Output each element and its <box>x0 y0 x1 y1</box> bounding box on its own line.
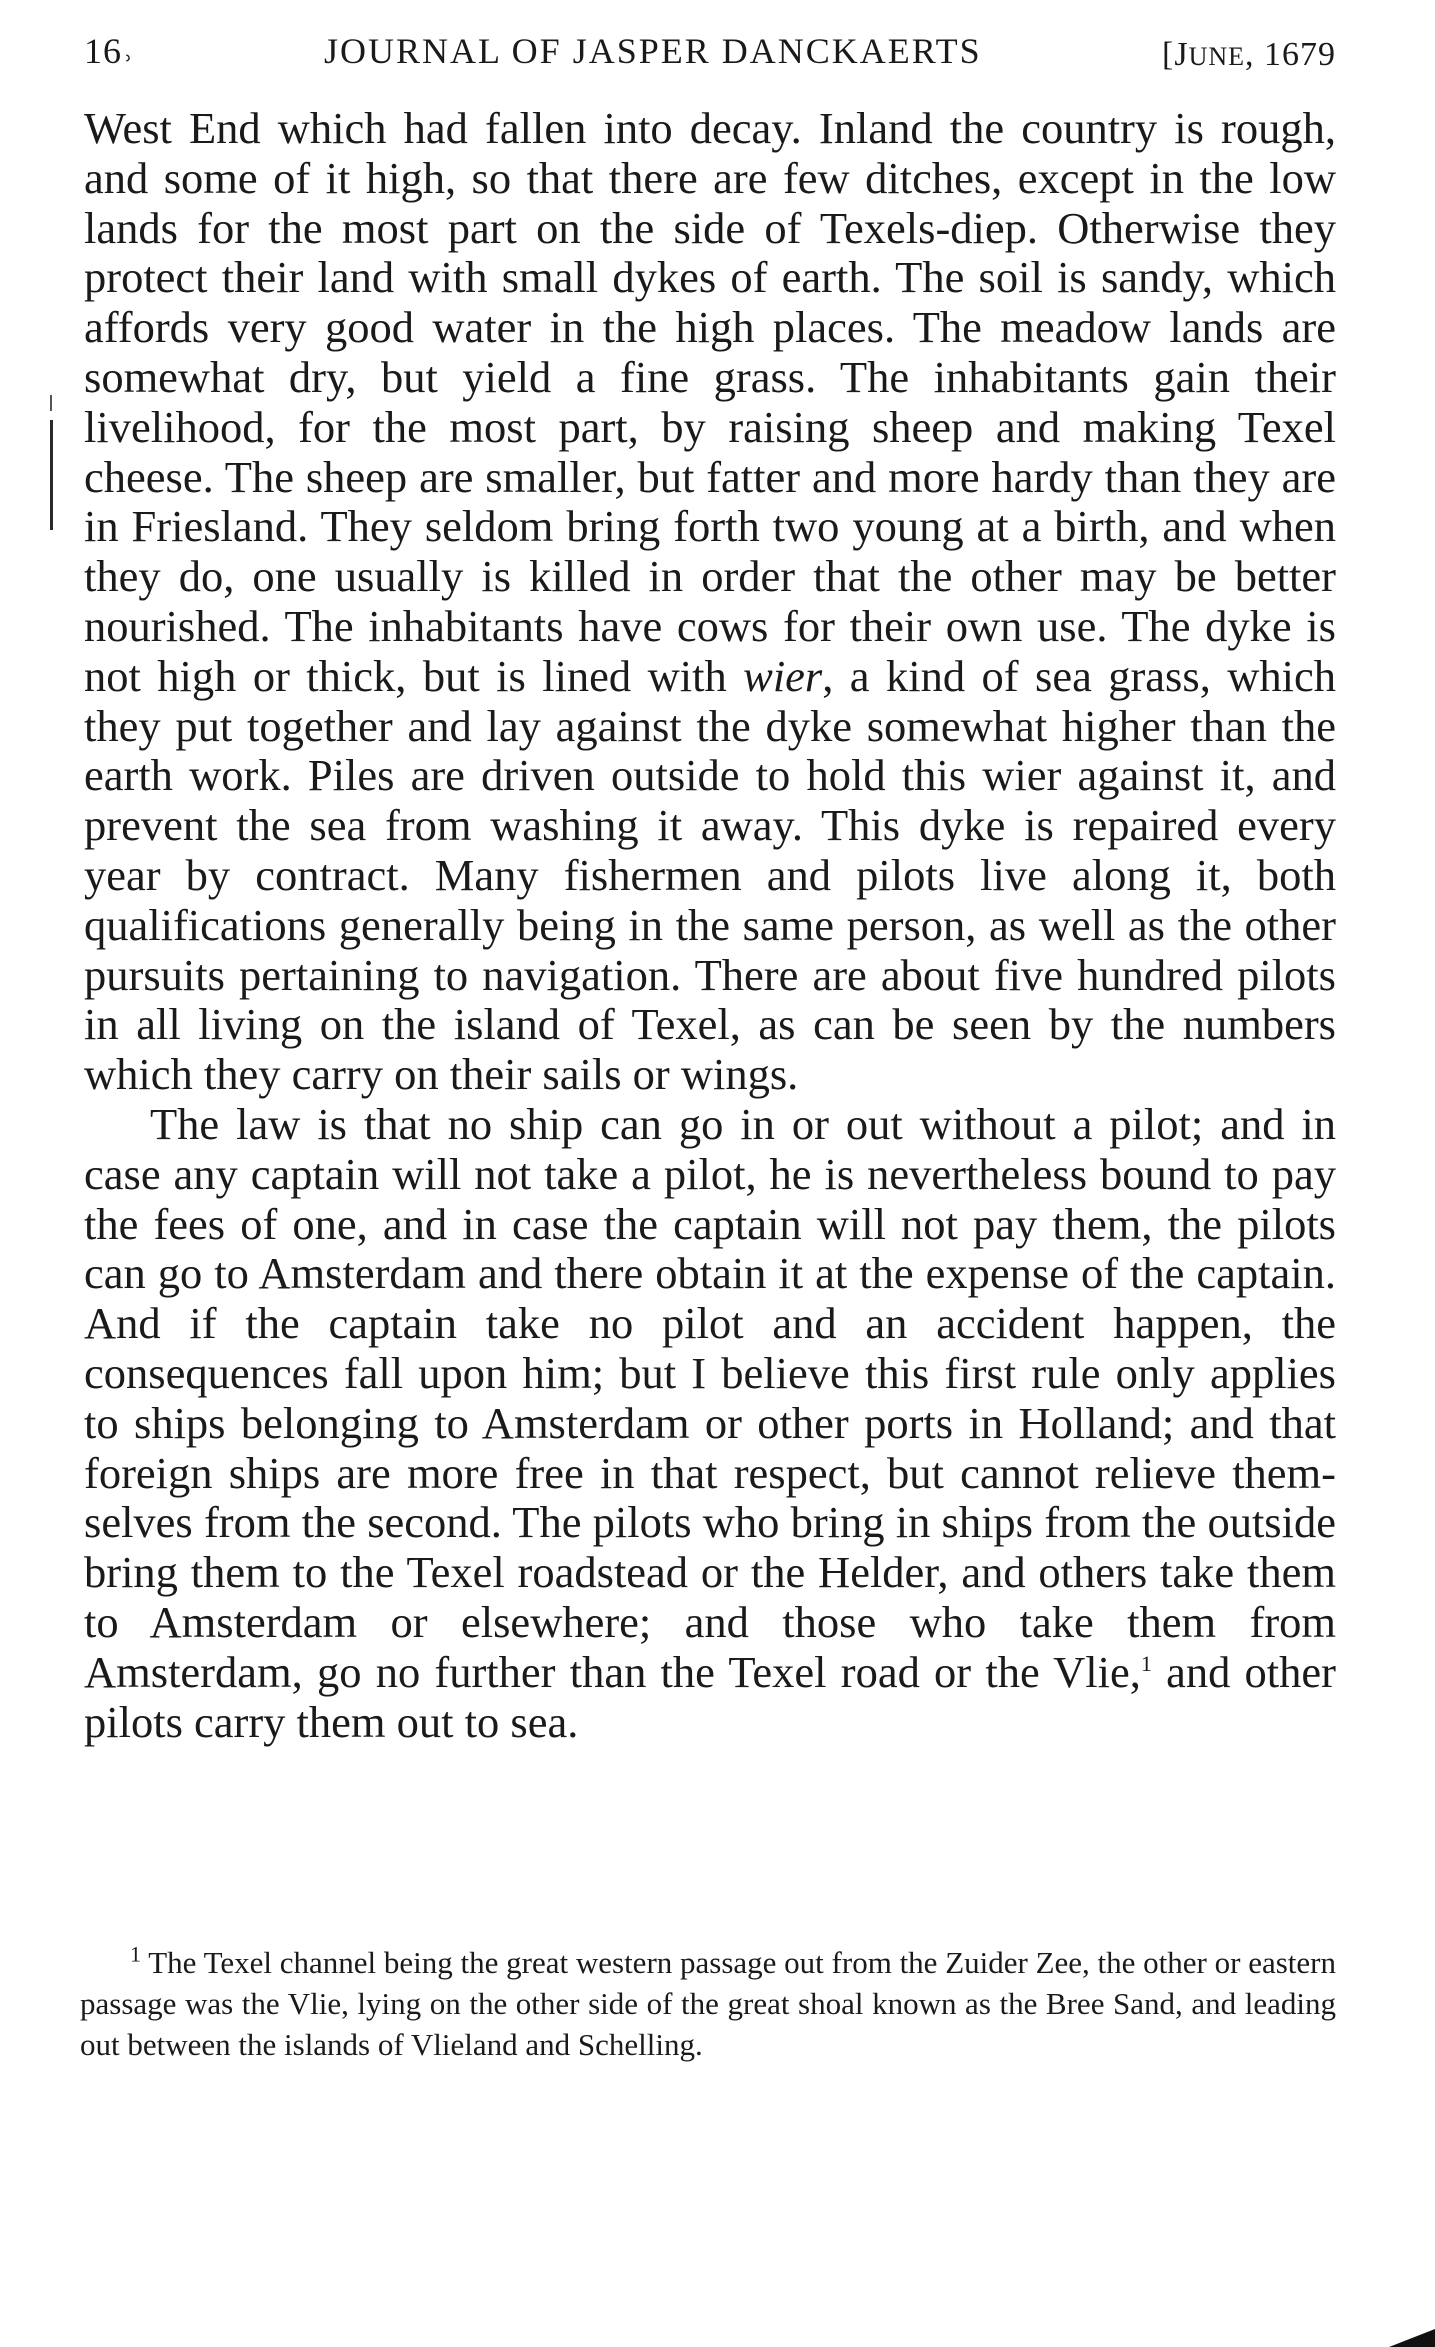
footnote-mark: 1 <box>130 1941 141 1967</box>
corner-mark <box>1387 2321 1435 2347</box>
paragraph-1-rest: , a kind of sea grass, which they put together and lay against the dyke somewhat higher than the earth work. Piles are driven outside to hold this wier against it, and prevent the sea from washing it away. This dyke is repaired every year by contract. Many fishermen and pilots live along it, both qualifications generally being in the same person, as well as the other pursuits pertaining to navigation. There are about five hundred pilots in all living on the island of Texel, as can be seen by the numbers which they carry on their sails or wings. <box>84 650 1336 1100</box>
running-date <box>1162 36 1336 74</box>
footnotes <box>80 1942 1336 2065</box>
running-head <box>84 22 1336 82</box>
paragraph-1-text: West End which had fallen into decay. Inland the country is rough, and some of it high, so that there are few ditches, except in the low lands for the most part on the side of Texels-diep. Otherwise they protect their land with small dykes of earth. The soil is sandy, which affords very good water in the high places. The meadow lands are somewhat dry, but yield a fine grass. The inhabitants gain their livelihood, for the most part, by raising sheep and making Texel cheese. The sheep are smaller, but fatter and more hardy than they are in Friesland. They seldom bring forth two young at a birth, and when they do, one usually is killed in order that the other may be better nourished. The inhabitants have cows for their own use. The dyke is not high or thick, but is lined with <box>84 103 1336 701</box>
date-prefix: [J <box>1162 36 1189 73</box>
page-number: 16˒ <box>84 31 135 71</box>
paragraph-1 <box>84 104 1336 1100</box>
date-smallcaps: UNE <box>1188 42 1245 71</box>
margin-rule <box>50 420 53 530</box>
footnote-1 <box>80 1942 1336 2065</box>
running-title: JOURNAL OF JASPER DANCKAERTS <box>324 31 982 71</box>
footnote-reference: 1 <box>1140 1650 1152 1676</box>
paragraph-2-rest: and other pilots carry them out to sea. <box>84 1646 1336 1747</box>
italic-term: wier <box>743 650 823 701</box>
paragraph-2-text: The law is that no ship can go in or out without a pilot; and in case any captain will not take a pilot, he is nevertheless bound to pay the fees of one, and in case the captain will not pay them, the pilots can go to Amsterdam and there obtain it at the expense of the captain. And if the captain take no pilot and an accident happen, the consequences fall upon him; but I believe this first rule only applies to ships belonging to Amsterdam or other ports in Holland; and that foreign ships are more free in that respect, but cannot relieve themselves from the second. The pilots who bring in ships from the outside bring them to the Texel roadstead or the Helder, and others take them to Amsterdam or elsewhere; and those who take them from Amsterdam, go no further than the Texel road or the Vlie, <box>84 1098 1336 1697</box>
paragraph-2 <box>84 1100 1336 1747</box>
margin-tick <box>50 395 52 411</box>
body-text <box>84 104 1336 1747</box>
date-suffix: , 1679 <box>1245 36 1336 73</box>
footnote-text: The Texel channel being the great western passage out from the Zuider Zee, the other or eastern passage was the Vlie, lying on the other side of the great shoal known as the Bree Sand, and leading out between the islands of Vlieland and Schelling. <box>80 1945 1336 2062</box>
